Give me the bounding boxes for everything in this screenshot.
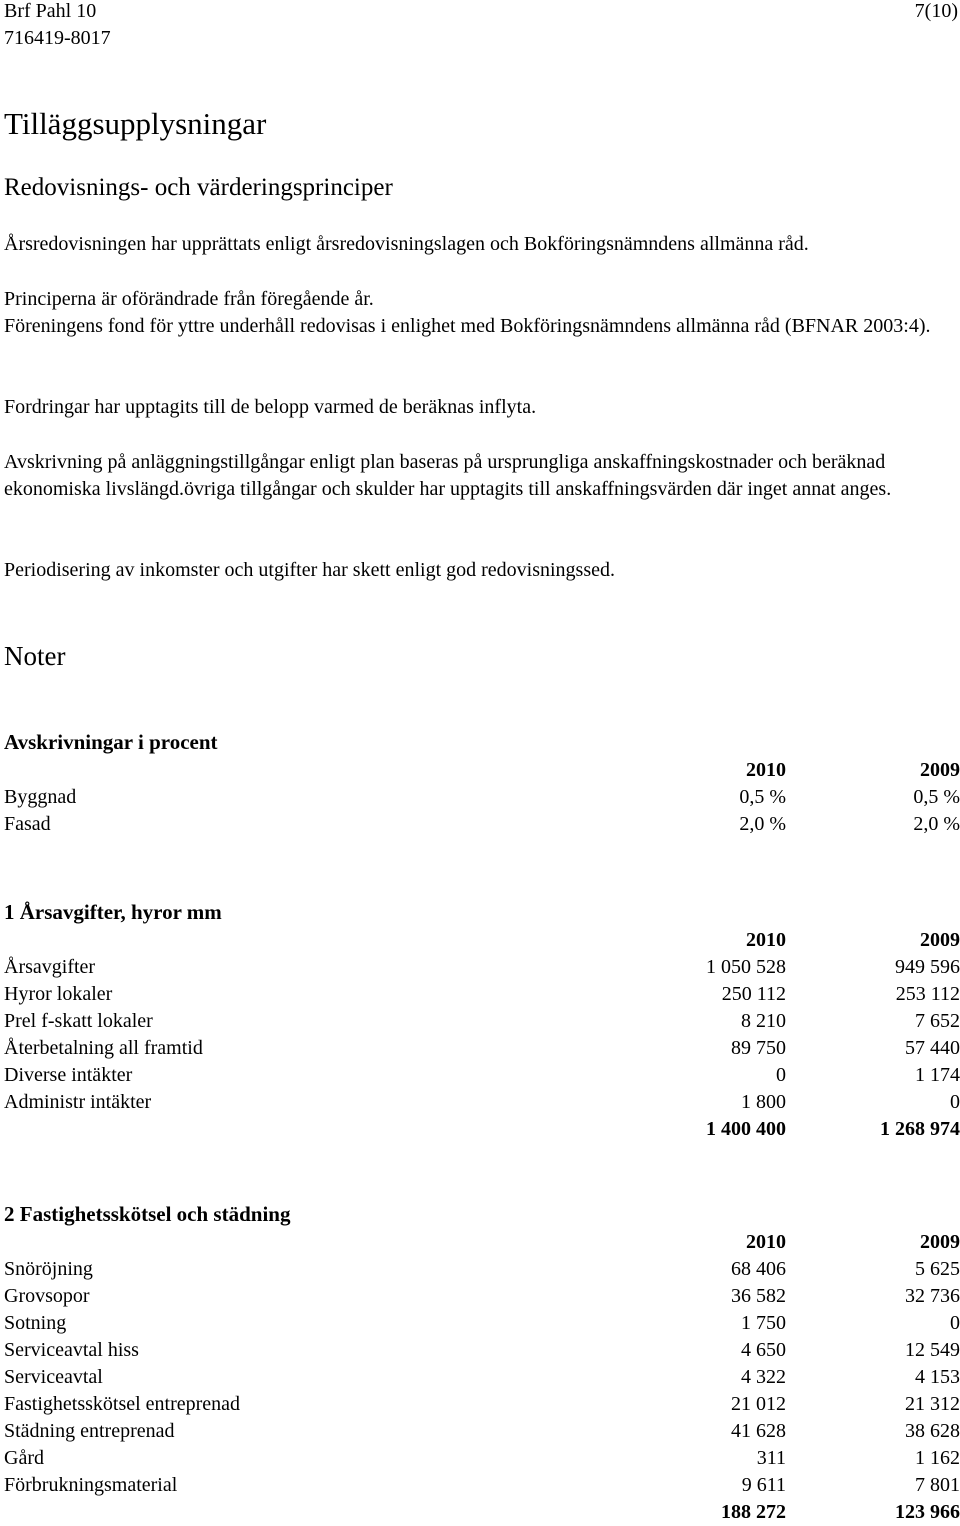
row-label xyxy=(4,784,786,811)
row-label xyxy=(4,1035,786,1062)
value-2010: 4 322 xyxy=(741,1366,786,1388)
value-2009: 0 xyxy=(950,1091,960,1113)
value-2009: 1 174 xyxy=(915,1064,960,1086)
value-2010: 89 750 xyxy=(731,1037,786,1059)
table-row xyxy=(4,1256,960,1283)
depreciation-table xyxy=(4,757,960,838)
note1-title: 1 Årsavgifter, hyror mm xyxy=(4,900,222,924)
value-2009: 2,0 % xyxy=(913,813,960,835)
table-row xyxy=(4,1008,960,1035)
row-label-text: Snöröjning xyxy=(4,1258,93,1280)
table-row xyxy=(4,1364,960,1391)
row-label xyxy=(4,1445,786,1472)
value-2010: 9 611 xyxy=(741,1474,786,1496)
principles-heading: Redovisnings- och värderingsprinciper xyxy=(4,174,393,201)
row-label-text: Fasad xyxy=(4,813,51,835)
value-2009: 21 312 xyxy=(905,1393,960,1415)
principles-paragraph-2a: Principerna är oförändrade från föregående år. xyxy=(4,288,374,310)
table-row xyxy=(4,1310,960,1337)
table-row xyxy=(4,1418,960,1445)
table-row xyxy=(4,1337,960,1364)
value-2010: 250 112 xyxy=(721,983,786,1005)
year-2010: 2010 xyxy=(746,759,786,781)
value-2009: 4 153 xyxy=(915,1366,960,1388)
table-row xyxy=(4,1472,960,1499)
row-label xyxy=(4,954,786,981)
value-2010: 311 xyxy=(756,1447,786,1469)
value-2010: 36 582 xyxy=(731,1285,786,1307)
value-2009: 7 801 xyxy=(915,1474,960,1496)
note1-total-row xyxy=(4,1116,960,1143)
principles-paragraph-5: Periodisering av inkomster och utgifter har skett enligt god redovisningssed. xyxy=(4,559,615,581)
year-2010: 2010 xyxy=(746,929,786,951)
table-row xyxy=(4,1035,960,1062)
row-label-text: Sotning xyxy=(4,1312,67,1334)
row-label-text: Byggnad xyxy=(4,786,77,808)
year-2009: 2009 xyxy=(920,1231,960,1253)
row-label xyxy=(4,1062,786,1089)
value-2009: 38 628 xyxy=(905,1420,960,1442)
value-2009: 1 162 xyxy=(915,1447,960,1469)
note2-table xyxy=(4,1229,960,1526)
value-2009: 253 112 xyxy=(895,983,960,1005)
row-label xyxy=(4,1310,786,1337)
row-label xyxy=(4,1283,786,1310)
year-header-row xyxy=(4,927,960,954)
note1-total-2009: 1 268 974 xyxy=(880,1118,960,1140)
value-2010: 0,5 % xyxy=(739,786,786,808)
table-row xyxy=(4,1089,960,1116)
value-2010: 1 800 xyxy=(741,1091,786,1113)
value-2009: 0 xyxy=(950,1312,960,1334)
value-2010: 8 210 xyxy=(741,1010,786,1032)
year-2010: 2010 xyxy=(746,1231,786,1253)
note1-table xyxy=(4,927,960,1143)
note2-title: 2 Fastighetsskötsel och städning xyxy=(4,1202,291,1226)
table-row xyxy=(4,1062,960,1089)
table-row xyxy=(4,981,960,1008)
row-label-text: Prel f-skatt lokaler xyxy=(4,1010,153,1032)
note2-total-2010: 188 272 xyxy=(721,1501,786,1523)
value-2010: 0 xyxy=(776,1064,786,1086)
value-2009: 949 596 xyxy=(895,956,960,978)
value-2010: 1 750 xyxy=(741,1312,786,1334)
row-label-text: Grovsopor xyxy=(4,1285,90,1307)
table-row xyxy=(4,1445,960,1472)
page-number: 7(10) xyxy=(914,0,958,22)
principles-paragraph-4: Avskrivning på anläggningstillgångar enligt plan baseras på ursprungliga anskaffningskostnader och beräknad ekonomiska livslängd.övriga tillgångar och skulder har upptagits till anskaffningsvärden där inget annat anges. xyxy=(4,451,892,500)
value-2009: 0,5 % xyxy=(913,786,960,808)
note1-total-2010: 1 400 400 xyxy=(706,1118,786,1140)
row-label-text: Årsavgifter xyxy=(4,956,96,978)
principles-paragraph-2b: Föreningens fond för yttre underhåll redovisas i enlighet med Bokföringsnämndens allmänna råd (BFNAR 2003:4). xyxy=(4,315,931,337)
row-label-text: Hyror lokaler xyxy=(4,983,113,1005)
row-label-text: Återbetalning all framtid xyxy=(4,1037,203,1059)
table-row xyxy=(4,1283,960,1310)
year-2009: 2009 xyxy=(920,759,960,781)
row-label-text: Administr intäkter xyxy=(4,1091,152,1113)
org-number: 716419-8017 xyxy=(4,27,111,49)
row-label xyxy=(4,1472,786,1499)
row-label-text: Serviceavtal xyxy=(4,1366,103,1388)
table-row xyxy=(4,811,960,838)
value-2010: 4 650 xyxy=(741,1339,786,1361)
year-2009: 2009 xyxy=(920,929,960,951)
value-2010: 21 012 xyxy=(731,1393,786,1415)
row-label-text: Förbrukningsmaterial xyxy=(4,1474,178,1496)
value-2009: 32 736 xyxy=(905,1285,960,1307)
year-header-row xyxy=(4,1229,960,1256)
row-label xyxy=(4,981,786,1008)
page-title: Tilläggsupplysningar xyxy=(4,106,267,141)
row-label-text: Serviceavtal hiss xyxy=(4,1339,139,1361)
depreciation-title: Avskrivningar i procent xyxy=(4,730,218,754)
value-2009: 5 625 xyxy=(915,1258,960,1280)
row-label xyxy=(4,1089,786,1116)
value-2010: 2,0 % xyxy=(739,813,786,835)
principles-paragraph-3: Fordringar har upptagits till de belopp varmed de beräknas inflyta. xyxy=(4,396,537,418)
row-label xyxy=(4,1256,786,1283)
page-header xyxy=(4,0,958,52)
value-2010: 1 050 528 xyxy=(706,956,786,978)
row-label-text: Städning entreprenad xyxy=(4,1420,175,1442)
value-2010: 68 406 xyxy=(731,1258,786,1280)
value-2009: 57 440 xyxy=(905,1037,960,1059)
row-label xyxy=(4,1391,786,1418)
row-label-text: Fastighetsskötsel entreprenad xyxy=(4,1393,241,1415)
row-label xyxy=(4,1337,786,1364)
row-label xyxy=(4,1008,786,1035)
row-label xyxy=(4,1364,786,1391)
row-label-text: Diverse intäkter xyxy=(4,1064,133,1086)
value-2009: 7 652 xyxy=(915,1010,960,1032)
row-label xyxy=(4,811,786,838)
table-row xyxy=(4,1391,960,1418)
value-2009: 12 549 xyxy=(905,1339,960,1361)
note2-total-row xyxy=(4,1499,960,1526)
org-name: Brf Pahl 10 xyxy=(4,0,97,22)
row-label xyxy=(4,1418,786,1445)
table-row xyxy=(4,784,960,811)
noter-heading: Noter xyxy=(4,641,66,671)
note2-total-2009: 123 966 xyxy=(895,1501,960,1523)
year-header-row xyxy=(4,757,960,784)
principles-paragraph-1: Årsredovisningen har upprättats enligt årsredovisningslagen och Bokföringsnämndens allmänna råd. xyxy=(4,233,809,255)
table-row xyxy=(4,954,960,981)
row-label-text: Gård xyxy=(4,1447,44,1469)
value-2010: 41 628 xyxy=(731,1420,786,1442)
